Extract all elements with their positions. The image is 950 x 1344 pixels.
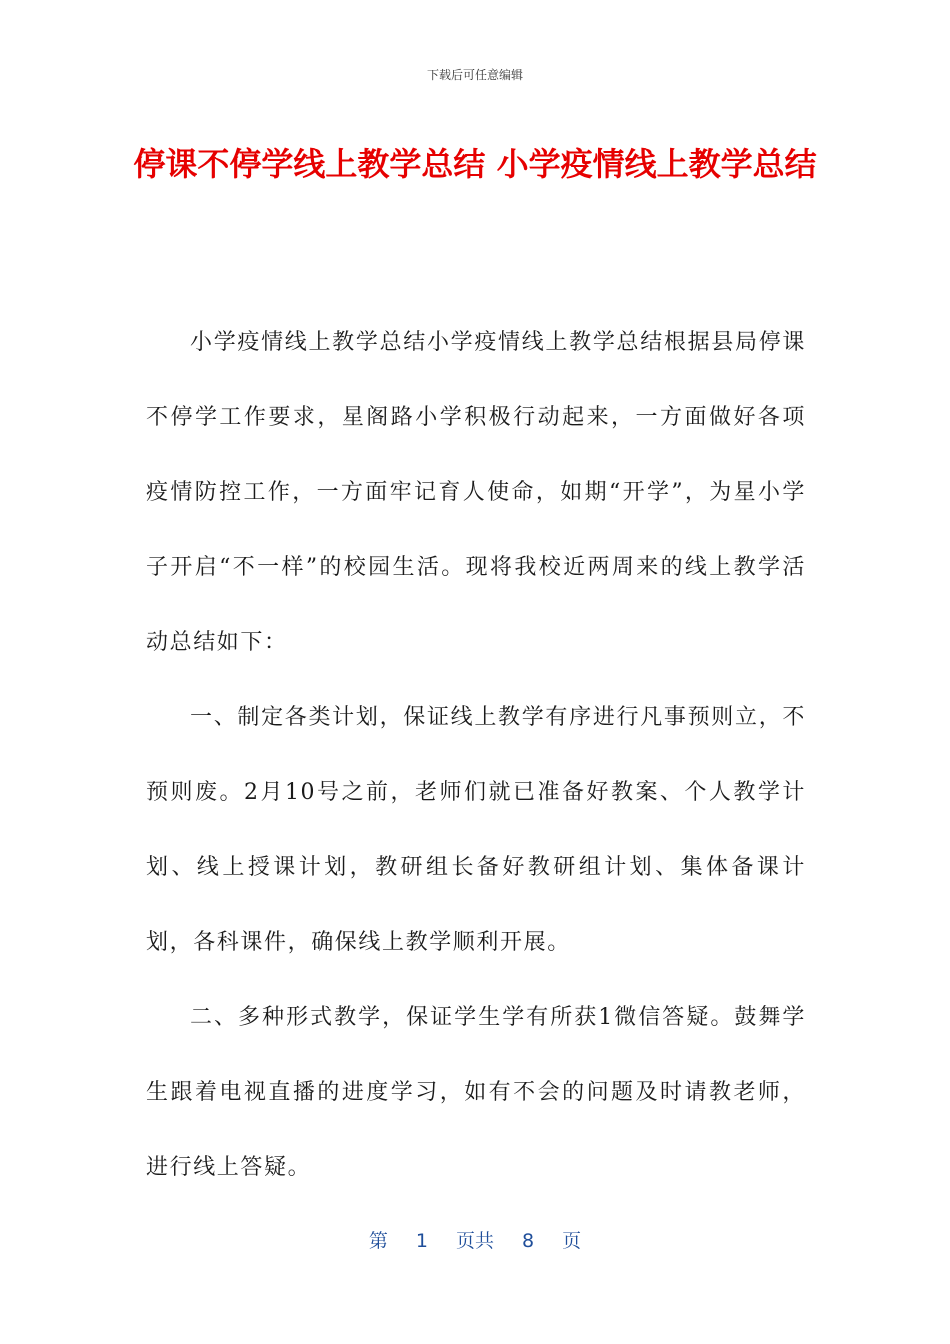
total-pages-number: 8 xyxy=(522,1230,535,1252)
page-footer xyxy=(0,1226,950,1253)
paragraph-intro: 小学疫情线上教学总结小学疫情线上教学总结根据县局停课不停学工作要求，星阁路小学积极行动起来，一方面做好各项疫情防控工作，一方面牢记育人使命，如期“开学”，为星小学子开启“不一样”的校园生活。现将我校近两周来的线上教学活动总结如下： xyxy=(146,330,806,655)
page-prefix: 第 xyxy=(368,1230,388,1252)
current-page-number: 1 xyxy=(415,1230,428,1252)
document-title: 停课不停学线上教学总结 小学疫情线上教学总结 xyxy=(133,145,817,183)
header-note: 下载后可任意编辑 xyxy=(426,68,523,82)
page-middle: 页共 xyxy=(455,1230,494,1252)
paragraph-section-1: 一、制定各类计划，保证线上教学有序进行凡事预则立，不预则废。2月10号之前，老师们就已准备好教案、个人教学计划、线上授课计划，教研组长备好教研组计划、集体备课计划，各科课件，确保线上教学顺利开展。 xyxy=(146,705,806,955)
page-suffix: 页 xyxy=(562,1230,582,1252)
paragraph-section-2: 二、多种形式教学，保证学生学有所获1微信答疑。鼓舞学生跟着电视直播的进度学习，如有不会的问题及时请教老师，进行线上答疑。 xyxy=(146,1005,806,1180)
document-body xyxy=(146,305,806,1205)
